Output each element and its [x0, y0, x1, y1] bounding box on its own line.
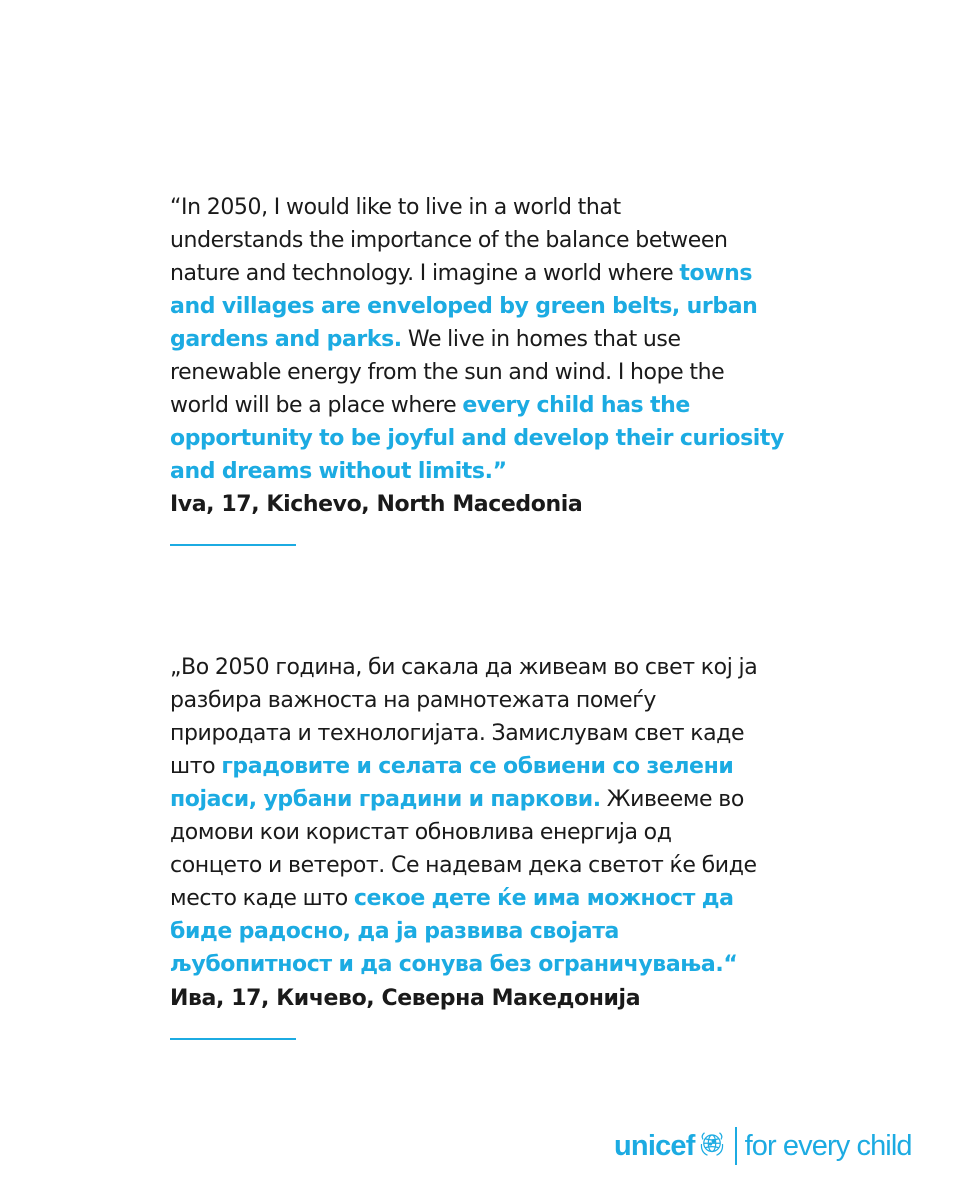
quote-macedonian	[170, 618, 810, 1011]
quote-highlight: секое дете ќе има можност да биде радосно, да ја развива својата љубопитност и да сонува без ограничувања.“	[170, 886, 738, 977]
logo-wordmark: unicef	[614, 1129, 695, 1162]
quote-english	[170, 158, 810, 517]
quote-segment: “In 2050, I would like to live in a world that understands the importance of the balance between nature and technology. I imagine a world where	[170, 195, 728, 286]
quote-english-text	[170, 158, 810, 488]
quote-macedonian-text	[170, 618, 810, 981]
quote-segment: „Во 2050 година, би сакала да живеам во свет кој ја разбира важноста на рамнотежата помеѓу природата и технологијата. Замислувам свет каде што	[170, 655, 758, 779]
logo-tagline: for every child	[744, 1129, 912, 1162]
author-english: Iva, 17, Kichevo, North Macedonia	[170, 492, 583, 517]
quote-segment: We live in homes that use renewable energy from the sun and wind. I hope the world will be a place where	[170, 327, 725, 418]
unicef-globe-icon	[697, 1129, 727, 1159]
quote-segment: Живееме во домови кои користат обновлива енергија од сонцето и ветерот. Се надевам дека светот ќе биде место каде што	[170, 787, 757, 911]
divider-line	[170, 1038, 296, 1040]
quote-highlight: градовите и селата се обвиени со зелени појаси, урбани градини и паркови.	[170, 754, 734, 812]
logo-separator	[735, 1127, 737, 1165]
author-macedonian: Ива, 17, Кичево, Северна Македонија	[170, 986, 641, 1011]
quote-highlight: towns and villages are enveloped by green belts, urban gardens and parks.	[170, 261, 758, 352]
quote-highlight: every child has the opportunity to be joyful and develop their curiosity and dreams without limits.”	[170, 393, 784, 484]
unicef-logo	[614, 1124, 912, 1168]
divider-line	[170, 544, 296, 546]
